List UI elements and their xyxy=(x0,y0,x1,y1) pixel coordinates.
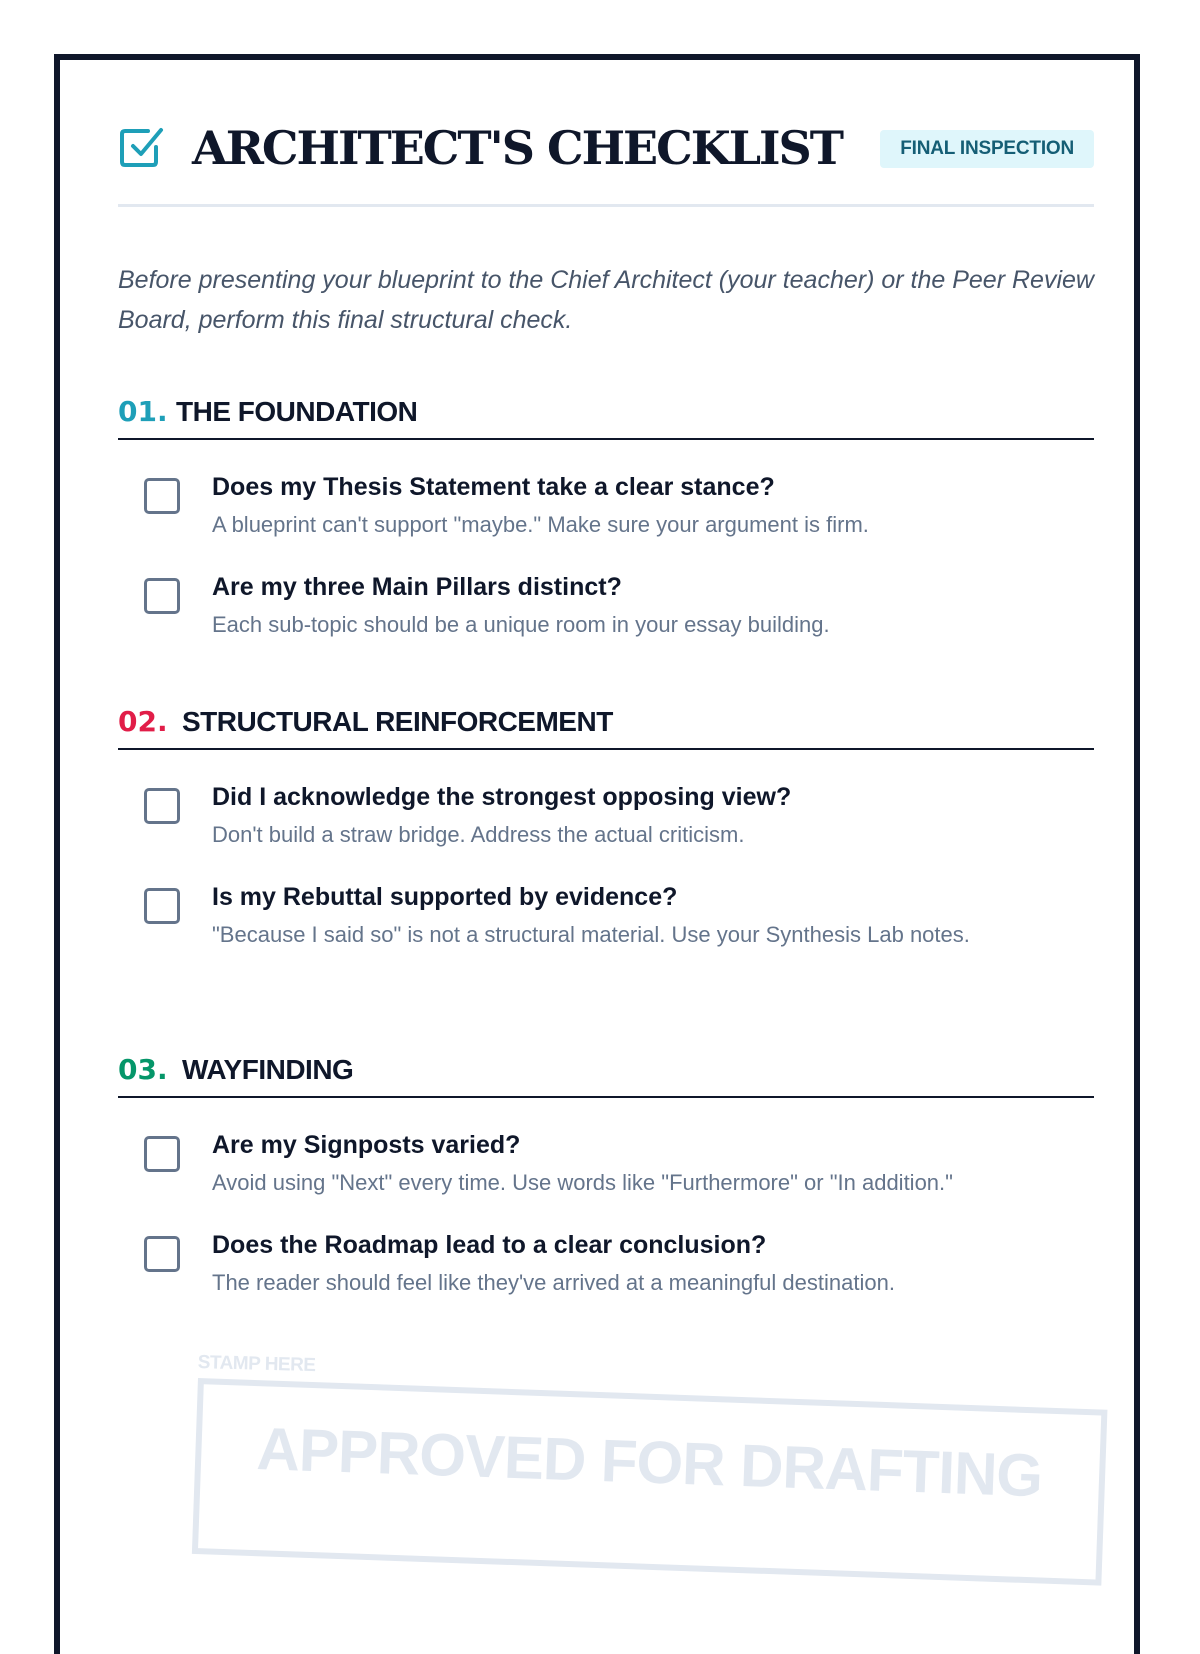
section-number: 02. xyxy=(118,705,168,738)
item-question: Are my Signposts varied? xyxy=(212,1131,521,1159)
section-foundation xyxy=(118,394,1094,670)
checklist-item xyxy=(118,1228,1094,1328)
item-question: Did I acknowledge the strongest opposing view? xyxy=(212,783,792,811)
item-question: Are my three Main Pillars distinct? xyxy=(212,573,622,601)
item-question: Is my Rebuttal supported by evidence? xyxy=(212,883,678,911)
section-title: STRUCTURAL REINFORCEMENT xyxy=(182,706,613,737)
checklist-header xyxy=(118,118,1094,198)
section-header xyxy=(118,704,1094,750)
section-header xyxy=(118,1052,1094,1098)
item-note: "Because I said so" is not a structural material. Use your Synthesis Lab notes. xyxy=(212,922,970,947)
status-badge: FINAL INSPECTION xyxy=(880,130,1094,168)
item-checkbox[interactable] xyxy=(144,578,180,614)
item-note: Each sub-topic should be a unique room in your essay building. xyxy=(212,612,830,637)
item-note: Don't build a straw bridge. Address the actual criticism. xyxy=(212,822,745,847)
checklist-item xyxy=(118,570,1094,670)
checklist-card xyxy=(54,54,1140,1654)
intro-text: Before presenting your blueprint to the Chief Architect (your teacher) or the Peer Review Board, perform this final structural check. xyxy=(118,266,1094,334)
item-checkbox[interactable] xyxy=(144,1136,180,1172)
section-header xyxy=(118,394,1094,440)
section-wayfinding xyxy=(118,1052,1094,1328)
item-question: Does my Thesis Statement take a clear stance? xyxy=(212,473,775,501)
section-structural-reinforcement xyxy=(118,704,1094,1010)
item-question: Does the Roadmap lead to a clear conclusion? xyxy=(212,1231,767,1259)
item-note: A blueprint can't support "maybe." Make sure your argument is firm. xyxy=(212,512,869,537)
checklist-item xyxy=(118,880,1094,1010)
item-checkbox[interactable] xyxy=(144,888,180,924)
stamp-label: STAMP HERE xyxy=(197,1352,325,1377)
section-number: 03. xyxy=(118,1053,168,1086)
header-divider xyxy=(118,204,1094,207)
page-title: ARCHITECT'S CHECKLIST xyxy=(192,121,842,175)
stamp-text: APPROVED FOR DRAFTING xyxy=(255,1414,1044,1510)
item-checkbox[interactable] xyxy=(144,788,180,824)
section-title: WAYFINDING xyxy=(182,1054,354,1085)
item-note: The reader should feel like they've arrived at a meaningful destination. xyxy=(212,1270,895,1295)
section-number: 01. xyxy=(118,395,168,428)
section-title: THE FOUNDATION xyxy=(176,396,418,427)
item-checkbox[interactable] xyxy=(144,1236,180,1272)
stamp-area xyxy=(198,1352,1118,1612)
item-checkbox[interactable] xyxy=(144,478,180,514)
checkbox-check-icon xyxy=(118,122,166,170)
checklist-item xyxy=(118,470,1094,570)
checklist-item xyxy=(118,1128,1094,1228)
checklist-item xyxy=(118,780,1094,880)
item-note: Avoid using "Next" every time. Use words like "Furthermore" or "In addition." xyxy=(212,1170,953,1195)
